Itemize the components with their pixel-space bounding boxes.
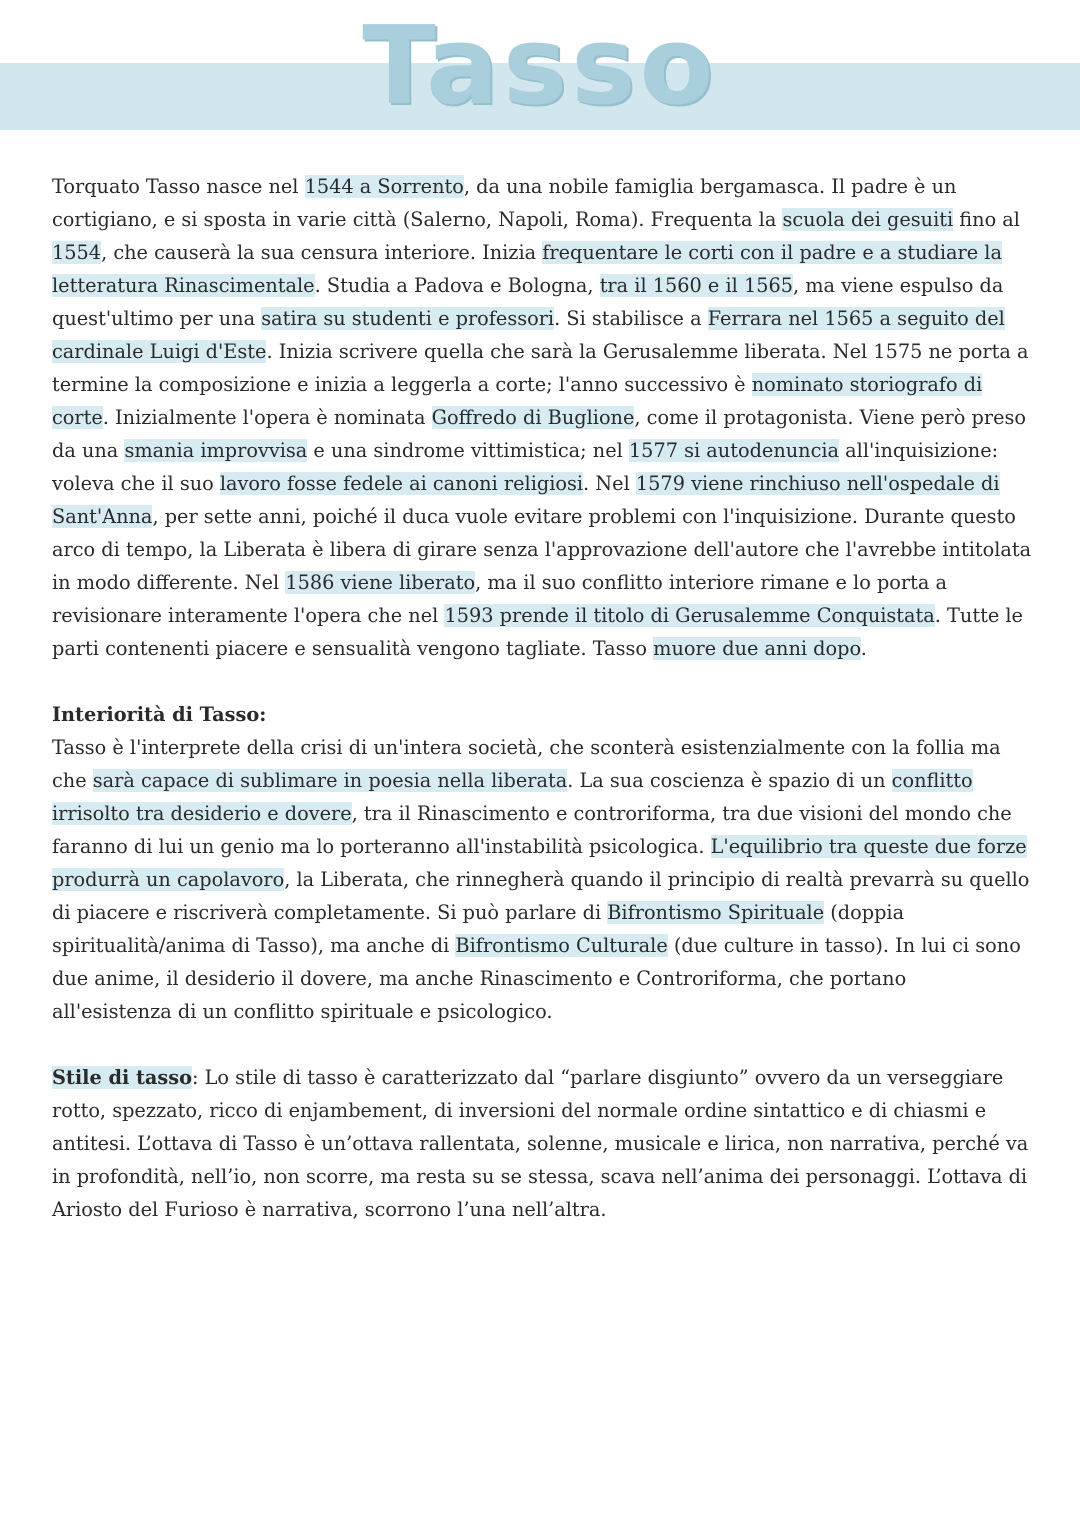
text: , tra il Rinascimento e controriforma, tra due visioni del mondo che faranno di lui un genio ma lo porteranno all'instabilità psicologica.	[52, 802, 1012, 858]
style-heading: Stile di tasso	[52, 1066, 192, 1089]
document-body	[52, 170, 1032, 1226]
highlight: 1579 viene rinchiuso nell'ospedale di Sant'Anna	[52, 472, 1000, 528]
interiority-section	[52, 698, 1032, 1028]
highlight: tra il 1560 e il 1565	[599, 274, 794, 297]
text: Tasso è l'interprete della crisi di un'intera società, che sconterà esistenzialmente con la follia ma che	[52, 736, 1001, 792]
highlight: nominato storiografo di corte	[52, 373, 983, 429]
page-title: Tasso	[362, 4, 718, 129]
highlight: sarà capace di sublimare in poesia nella liberata	[92, 769, 568, 792]
biography-paragraph	[52, 170, 1032, 665]
text: .	[860, 637, 867, 660]
text: , da una nobile famiglia bergamasca. Il padre è un cortigiano, e si sposta in varie città (Salerno, Napoli, Roma). Frequenta la	[52, 175, 957, 231]
text: . Inizialmente l'opera è nominata	[102, 406, 432, 429]
text: , per sette anni, poiché il duca vuole evitare problemi con l'inquisizione. Durante questo arco di tempo, la Liberata è libera di girare senza l'approvazione dell'autore che l'avrebbe intitolata in modo differente. Nel	[52, 505, 1032, 594]
text: . Si stabilisce a	[554, 307, 708, 330]
highlight: Bifrontismo Spirituale	[607, 901, 825, 924]
interiority-heading: Interiorità di Tasso:	[52, 703, 267, 726]
text: , che causerà la sua censura interiore. Inizia	[101, 241, 543, 264]
highlight: L'equilibrio tra queste due forze produrrà un capolavoro	[52, 835, 1027, 891]
highlight: conflitto irrisolto tra desiderio e dovere	[52, 769, 973, 825]
text: . La sua coscienza è spazio di un	[567, 769, 892, 792]
highlight: smania improvvisa	[124, 439, 308, 462]
text: e una sindrome vittimistica; nel	[307, 439, 629, 462]
text: all'inquisizione: voleva che il suo	[52, 439, 999, 495]
text: . Tutte le parti contenenti piacere e sensualità vengono tagliate. Tasso	[52, 604, 1023, 660]
text: fino al	[953, 208, 1020, 231]
highlight: 1577 si autodenuncia	[628, 439, 840, 462]
text: (doppia spiritualità/anima di Tasso), ma anche di	[52, 901, 905, 957]
highlight: 1554	[52, 241, 102, 264]
text: Torquato Tasso nasce nel	[52, 175, 305, 198]
style-paragraph	[52, 1061, 1032, 1226]
highlight: 1593 prende il titolo di Gerusalemme Conquistata	[444, 604, 935, 627]
highlight: scuola dei gesuiti	[782, 208, 954, 231]
highlight: Goffredo di Buglione	[431, 406, 635, 429]
highlight: Ferrara nel 1565 a seguito del cardinale Luigi d'Este	[52, 307, 1005, 363]
text: . Studia a Padova e Bologna,	[314, 274, 600, 297]
text: . Inizia scrivere quella che sarà la Gerusalemme liberata. Nel 1575 ne porta a termine la composizione e inizia a leggerla a corte; l'anno successivo è	[52, 340, 1029, 396]
text: : Lo stile di tasso è caratterizzato dal “parlare disgiunto” ovvero da un verseggiare rotto, spezzato, ricco di enjambement, di inversioni del normale ordine sintattico e di chiasmi e antitesi. L’ottava di Tasso è un’ottava rallentata, solenne, musicale e lirica, non narrativa, perché va in profondità, nell’io, non scorre, ma resta su se stessa, scava nell’anima dei personaggi. L’ottava di Ariosto del Furioso è narrativa, scorrono l’una nell’altra.	[52, 1066, 1029, 1221]
highlight: lavoro fosse fedele ai canoni religiosi	[219, 472, 584, 495]
highlight: 1544 a Sorrento	[304, 175, 464, 198]
text: (due culture in tasso). In lui ci sono due anime, il desiderio il dovere, ma anche Rinascimento e Controriforma, che portano all'esistenza di un conflitto spirituale e psicologico.	[52, 934, 1021, 1023]
highlight: 1586 viene liberato	[285, 571, 476, 594]
text: , ma il suo conflitto interiore rimane e lo porta a revisionare interamente l'opera che nel	[52, 571, 947, 627]
highlight: muore due anni dopo	[653, 637, 861, 660]
highlight: frequentare le corti con il padre e a studiare la letteratura Rinascimentale	[52, 241, 1002, 297]
text: . Nel	[583, 472, 636, 495]
highlight: satira su studenti e professori	[261, 307, 555, 330]
highlight: Bifrontismo Culturale	[455, 934, 668, 957]
text: , la Liberata, che rinnegherà quando il principio di realtà prevarrà su quello di piacere e riscriverà completamente. Si può parlare di	[52, 868, 1030, 924]
style-section	[52, 1061, 1032, 1226]
interiority-paragraph	[52, 731, 1032, 1028]
text: , ma viene espulso da quest'ultimo per una	[52, 274, 1004, 330]
text: , come il protagonista. Viene però preso da una	[52, 406, 1026, 462]
